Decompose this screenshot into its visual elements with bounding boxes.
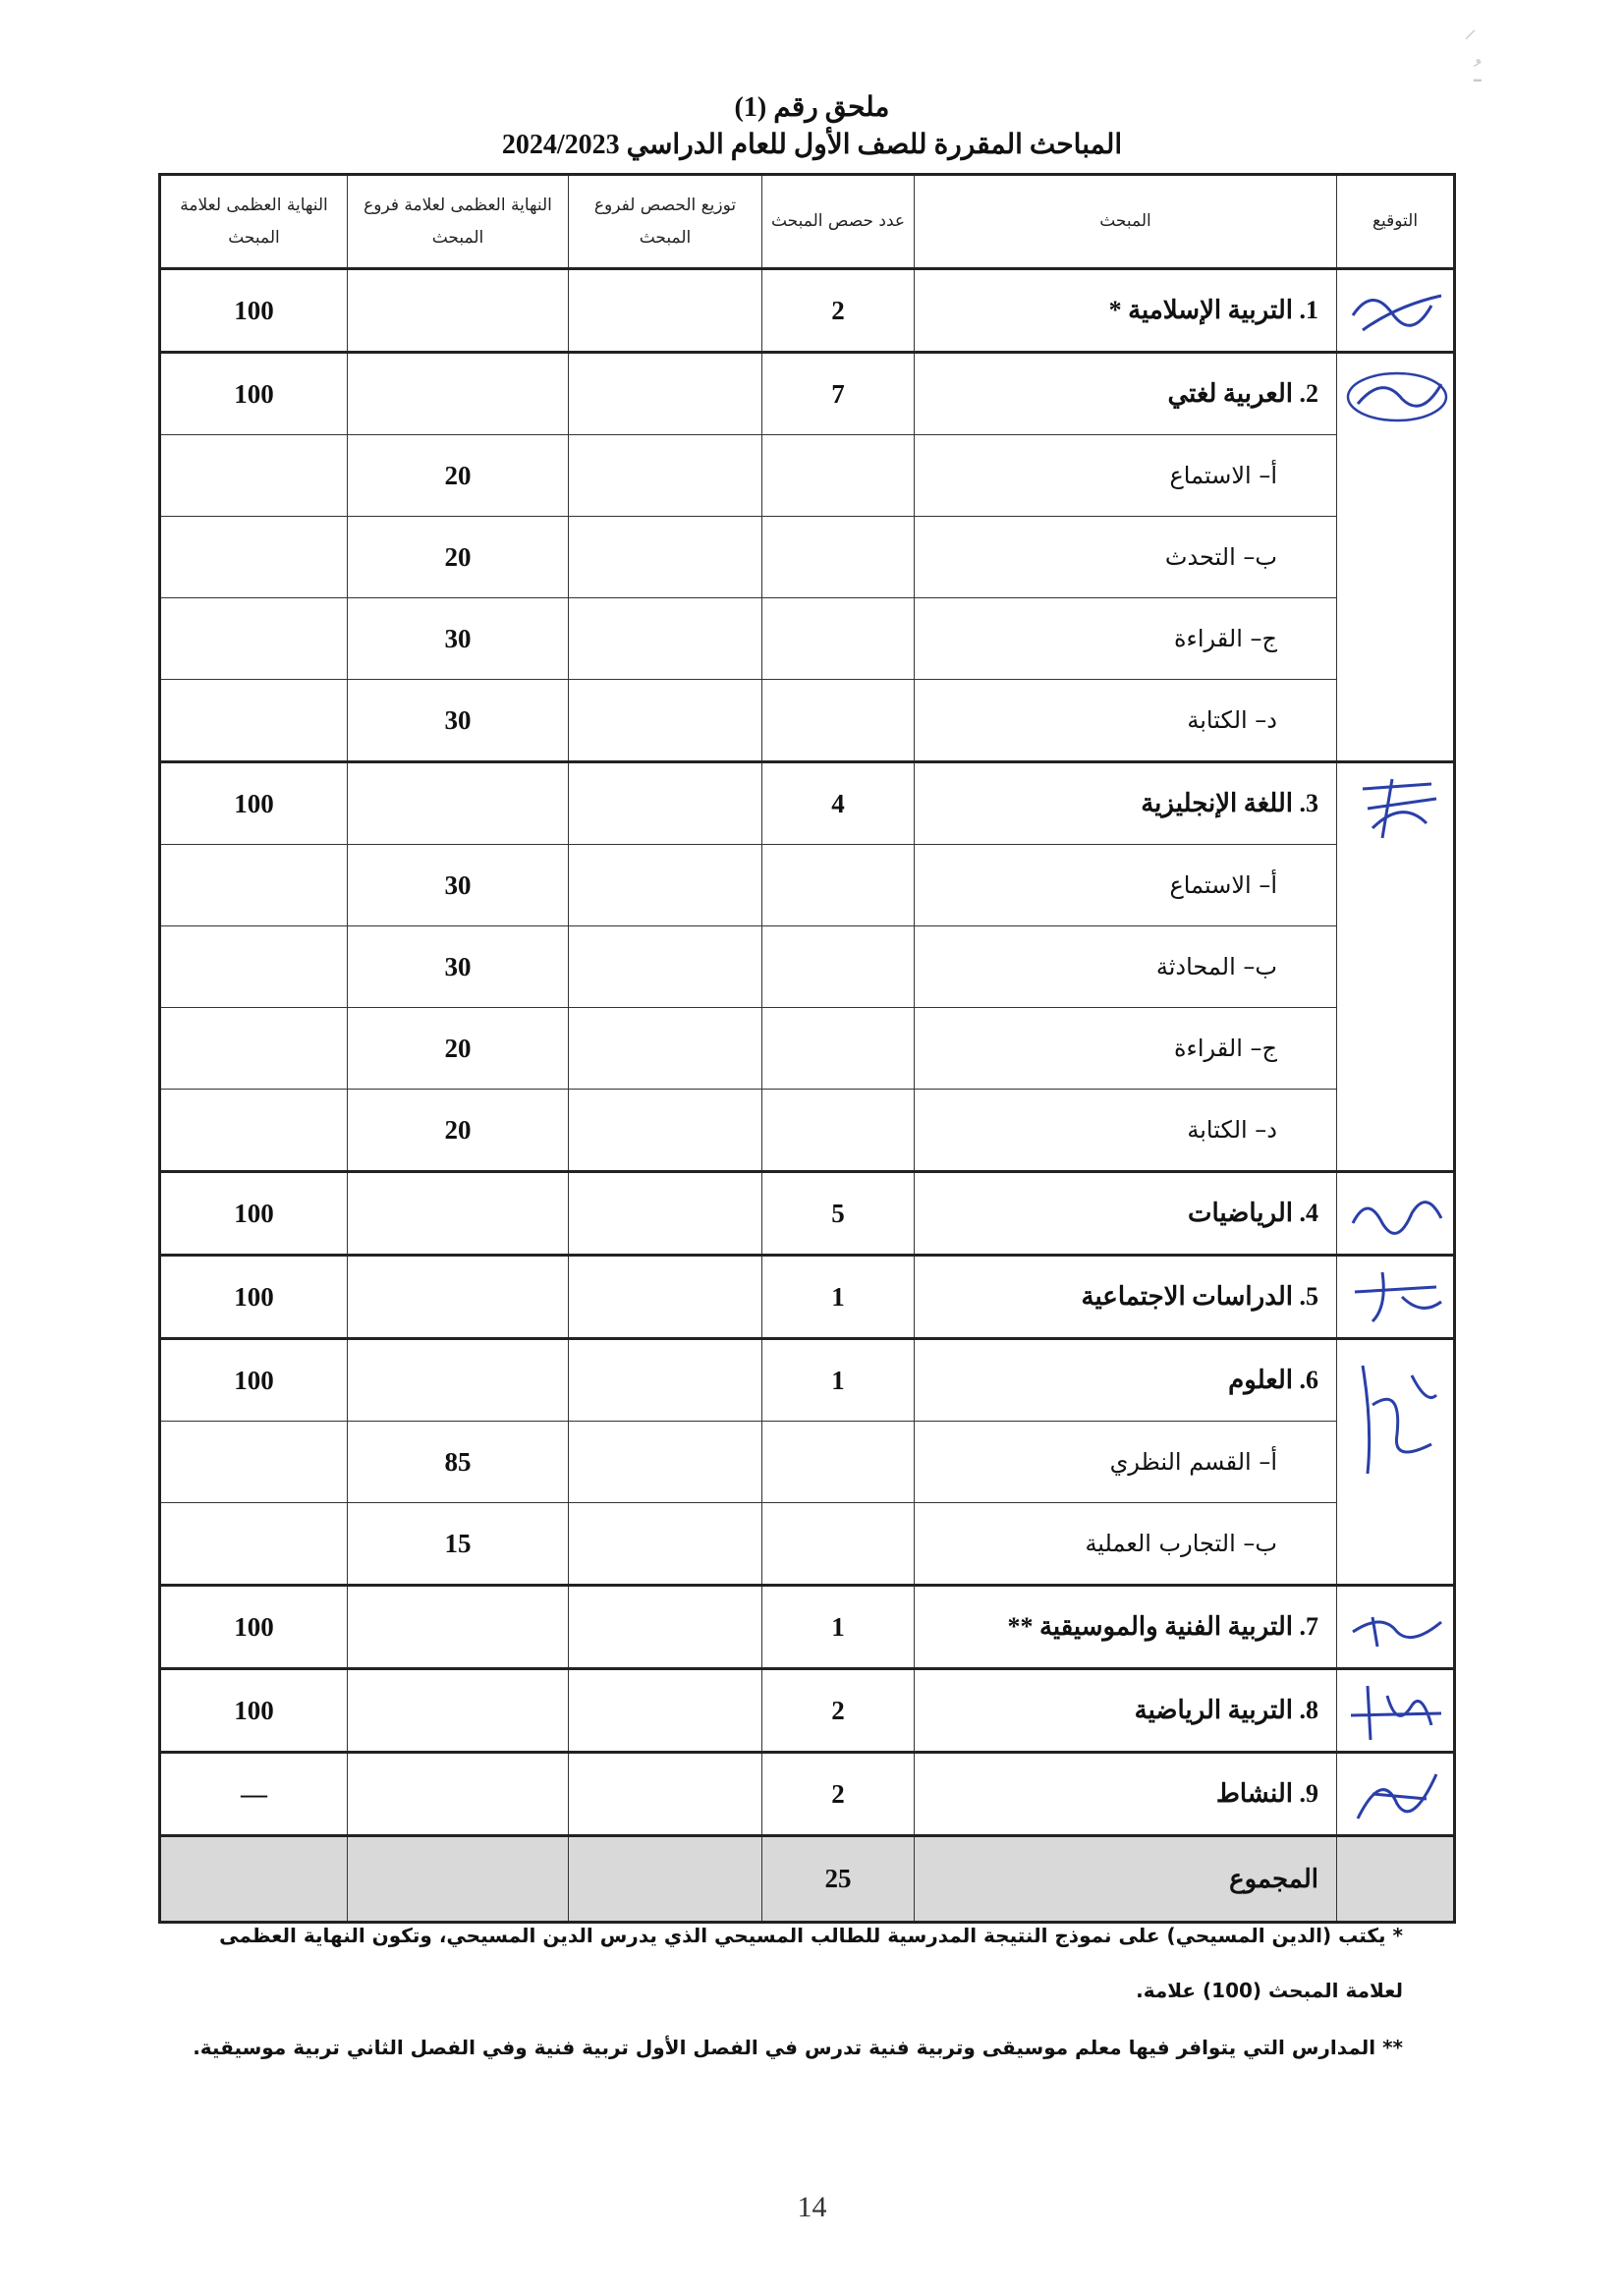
total-distribution-cell [569, 1836, 762, 1923]
subject-name: 2. العربية لغتي [915, 353, 1337, 435]
branch-max-value [348, 1753, 569, 1836]
distribution-value [569, 1503, 762, 1586]
annex-heading: ملحق رقم (1) [734, 92, 890, 123]
subject-max-value [160, 1422, 348, 1503]
branch-max-value: 85 [348, 1422, 569, 1503]
table-row [160, 1008, 1455, 1090]
signature-mark [1343, 769, 1449, 848]
distribution-value [569, 1669, 762, 1753]
distribution-value [569, 926, 762, 1008]
table-row [160, 1586, 1455, 1669]
signature-cell [1337, 269, 1455, 353]
subject-name: 3. اللغة الإنجليزية [915, 762, 1337, 845]
signature-mark [1343, 1593, 1449, 1663]
subject-max-value: –– [160, 1753, 348, 1836]
table-row [160, 680, 1455, 762]
table-row [160, 1422, 1455, 1503]
col-subject: المبحث [915, 175, 1337, 269]
subject-max-value [160, 598, 348, 680]
branch-max-value [348, 1172, 569, 1256]
table-row [160, 1172, 1455, 1256]
periods-value: 1 [762, 1256, 915, 1339]
branch-max-value [348, 762, 569, 845]
table-row [160, 517, 1455, 598]
branch-name: ج– القراءة [915, 598, 1337, 680]
table-row [160, 1256, 1455, 1339]
signature-cell [1337, 1256, 1455, 1339]
signature-cell [1337, 1172, 1455, 1256]
signature-cell [1337, 762, 1455, 1172]
subject-max-value: 100 [160, 1339, 348, 1422]
branch-name: ج– القراءة [915, 1008, 1337, 1090]
branch-name: أ– القسم النظري [915, 1422, 1337, 1503]
branch-name: أ– الاستماع [915, 845, 1337, 926]
total-periods-value: 25 [762, 1836, 915, 1923]
branch-max-value [348, 1669, 569, 1753]
distribution-value [569, 845, 762, 926]
periods-value [762, 517, 915, 598]
branch-max-value [348, 1586, 569, 1669]
branch-name: د– الكتابة [915, 680, 1337, 762]
signature-mark [1343, 360, 1449, 438]
signature-cell [1337, 1669, 1455, 1753]
page-title: المباحث المقررة للصف الأول للعام الدراسي 2024/2023 [501, 130, 1123, 160]
periods-value: 2 [762, 269, 915, 353]
distribution-value [569, 269, 762, 353]
periods-value [762, 598, 915, 680]
distribution-value [569, 1172, 762, 1256]
branch-max-value: 30 [348, 598, 569, 680]
subject-name: 8. التربية الرياضية [915, 1669, 1337, 1753]
col-branch-max: النهاية العظمى لعلامة فروع المبحث [348, 175, 569, 269]
table-row [160, 269, 1455, 353]
distribution-value [569, 1256, 762, 1339]
table-row [160, 353, 1455, 435]
subject-max-value: 100 [160, 1669, 348, 1753]
branch-max-value [348, 353, 569, 435]
subject-name: 6. العلوم [915, 1339, 1337, 1422]
total-signature-cell [1337, 1836, 1455, 1923]
subject-max-value: 100 [160, 353, 348, 435]
footnote-christian-religion: * يكتب (الدين المسيحي) على نموذج النتيجة المدرسية للطالب المسيحي الذي يدرس الدين المسيحي، وتكون النهاية العظمى [219, 1924, 1403, 1947]
distribution-value [569, 1422, 762, 1503]
scan-artifact: ـُ [1474, 59, 1482, 88]
periods-value: 7 [762, 353, 915, 435]
col-periods: عدد حصص المبحث [762, 175, 915, 269]
signature-mark [1343, 1179, 1449, 1250]
branch-max-value: 20 [348, 1008, 569, 1090]
distribution-value [569, 1586, 762, 1669]
footnote-art-music: ** المدارس التي يتوافر فيها معلم موسيقى وتربية فنية تدرس في الفصل الأول تربية فنية وفي الفصل الثاني تربية موسيقية. [193, 2036, 1403, 2059]
subject-max-value [160, 435, 348, 517]
col-subject-max: النهاية العظمى لعلامة المبحث [160, 175, 348, 269]
distribution-value [569, 680, 762, 762]
periods-value [762, 435, 915, 517]
branch-max-value: 30 [348, 926, 569, 1008]
branch-max-value: 30 [348, 845, 569, 926]
branch-name: ب– التحدث [915, 517, 1337, 598]
table-row [160, 845, 1455, 926]
branch-max-value: 20 [348, 517, 569, 598]
periods-value: 1 [762, 1339, 915, 1422]
periods-value [762, 680, 915, 762]
signature-mark [1343, 1676, 1449, 1747]
periods-value [762, 1422, 915, 1503]
subject-max-value [160, 680, 348, 762]
distribution-value [569, 353, 762, 435]
periods-value [762, 1503, 915, 1586]
branch-name: ب– المحادثة [915, 926, 1337, 1008]
col-signature: التوقيع [1337, 175, 1455, 269]
distribution-value [569, 1339, 762, 1422]
signature-cell [1337, 1586, 1455, 1669]
table-row [160, 1753, 1455, 1836]
table-header-row [160, 175, 1455, 269]
branch-name: د– الكتابة [915, 1090, 1337, 1172]
page-number: 14 [797, 2191, 827, 2223]
distribution-value [569, 598, 762, 680]
periods-value: 1 [762, 1586, 915, 1669]
subject-name: 1. التربية الإسلامية * [915, 269, 1337, 353]
distribution-value [569, 517, 762, 598]
table-row [160, 598, 1455, 680]
signature-cell [1337, 1339, 1455, 1586]
signature-cell [1337, 1753, 1455, 1836]
table-row [160, 762, 1455, 845]
subject-max-value [160, 845, 348, 926]
subject-max-value: 100 [160, 1586, 348, 1669]
table-row [160, 926, 1455, 1008]
periods-value: 2 [762, 1753, 915, 1836]
periods-value: 2 [762, 1669, 915, 1753]
total-branch-max-cell [348, 1836, 569, 1923]
table-row [160, 1090, 1455, 1172]
branch-max-value [348, 1339, 569, 1422]
subject-name: 5. الدراسات الاجتماعية [915, 1256, 1337, 1339]
subject-max-value [160, 1008, 348, 1090]
distribution-value [569, 435, 762, 517]
distribution-value [569, 1090, 762, 1172]
signature-mark [1343, 1262, 1449, 1333]
subject-name: 9. النشاط [915, 1753, 1337, 1836]
table-row [160, 1339, 1455, 1422]
table-row [160, 1669, 1455, 1753]
branch-max-value: 15 [348, 1503, 569, 1586]
total-subject-max-cell [160, 1836, 348, 1923]
signature-mark [1343, 276, 1449, 347]
subject-max-value [160, 517, 348, 598]
branch-name: أ– الاستماع [915, 435, 1337, 517]
subject-max-value: 100 [160, 1172, 348, 1256]
total-row [160, 1836, 1455, 1923]
footnote-christian-religion-cont: لعلامة المبحث (100) علامة. [1136, 1979, 1403, 2002]
subject-max-value [160, 926, 348, 1008]
subject-max-value: 100 [160, 1256, 348, 1339]
subject-max-value: 100 [160, 762, 348, 845]
distribution-value [569, 1753, 762, 1836]
distribution-value [569, 1008, 762, 1090]
periods-value: 5 [762, 1172, 915, 1256]
table-row [160, 435, 1455, 517]
subject-name: 7. التربية الفنية والموسيقية ** [915, 1586, 1337, 1669]
branch-max-value: 20 [348, 435, 569, 517]
periods-value: 4 [762, 762, 915, 845]
table-row [160, 1503, 1455, 1586]
branch-name: ب– التجارب العملية [915, 1503, 1337, 1586]
signature-mark [1343, 1346, 1449, 1493]
branch-max-value [348, 269, 569, 353]
subject-name: 4. الرياضيات [915, 1172, 1337, 1256]
periods-value [762, 845, 915, 926]
subject-max-value: 100 [160, 269, 348, 353]
subject-max-value [160, 1090, 348, 1172]
subjects-table [158, 173, 1456, 1924]
periods-value [762, 926, 915, 1008]
subject-max-value [160, 1503, 348, 1586]
periods-value [762, 1090, 915, 1172]
branch-max-value [348, 1256, 569, 1339]
signature-cell [1337, 353, 1455, 762]
branch-max-value: 30 [348, 680, 569, 762]
signature-mark [1343, 1760, 1449, 1830]
distribution-value [569, 762, 762, 845]
total-label: المجموع [915, 1836, 1337, 1923]
branch-max-value: 20 [348, 1090, 569, 1172]
periods-value [762, 1008, 915, 1090]
col-distribution: توزيع الحصص لفروع المبحث [569, 175, 762, 269]
scan-artifact: ⸝ [1464, 15, 1478, 44]
